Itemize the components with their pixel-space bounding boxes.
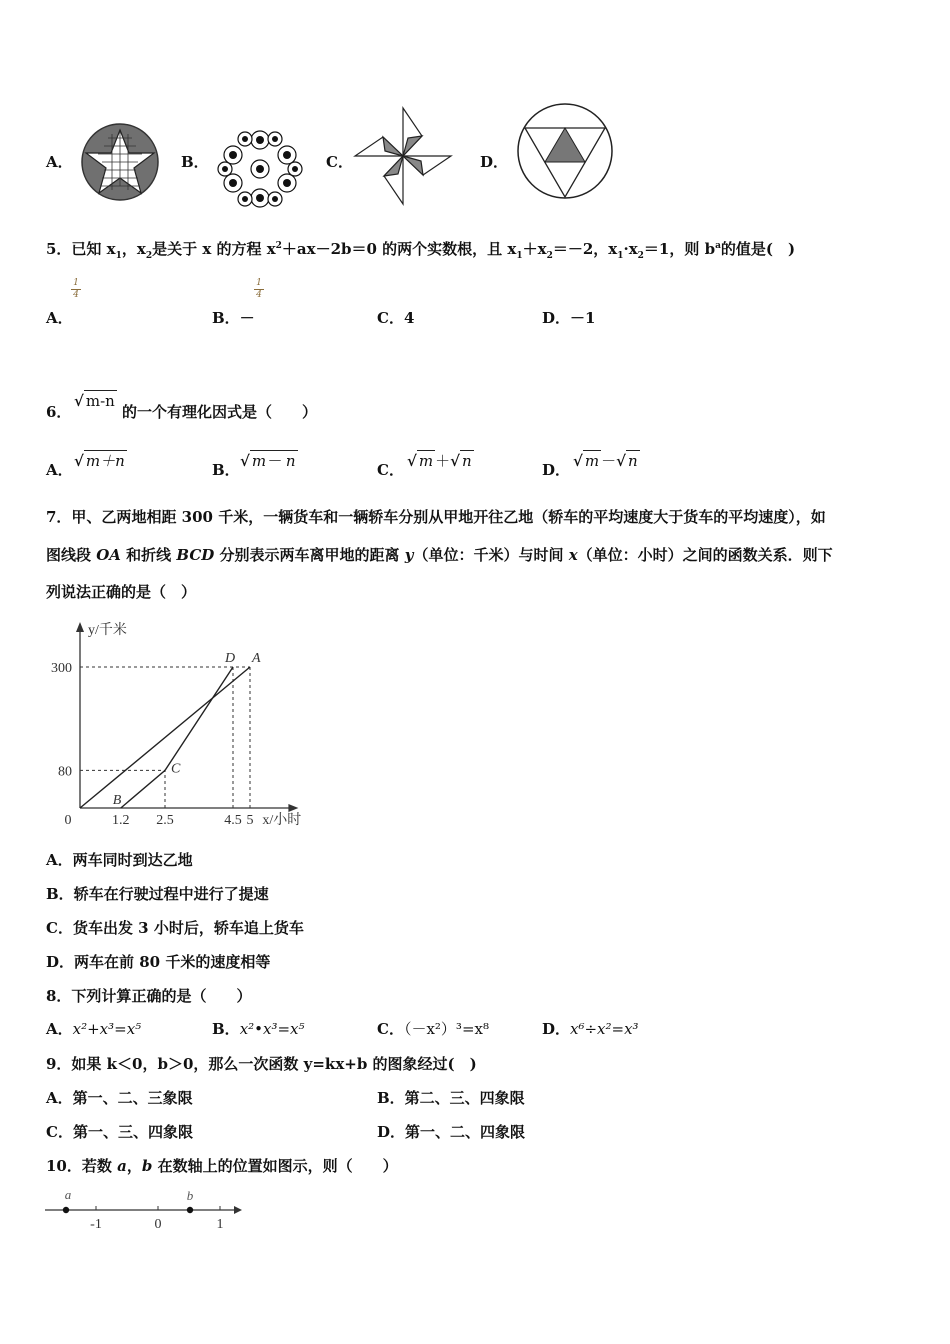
y-axis-label: y/千米: [88, 623, 127, 638]
q6-option-d-expr: √ m －√ n: [573, 452, 638, 470]
q5-option-c: C．4: [377, 309, 415, 327]
q6-option-b: B．: [212, 461, 240, 479]
q8-option-c: C．（－x²）³=x⁸: [377, 1020, 489, 1038]
x-tick-label-2: 4.5: [224, 813, 242, 828]
q9-option-c: C．第一、三、四象限: [46, 1123, 193, 1141]
point-label-D: D: [225, 651, 236, 666]
q5-option-b: B．－: [212, 309, 255, 327]
q7-stem-line1: 7．甲、乙两地相距 300 千米，一辆货车和一辆轿车分别从甲地开往乙地（轿车的平均速度大于货车的平均速度），如: [46, 508, 826, 526]
q9-option-b: B．第二、三、四象限: [377, 1089, 525, 1107]
q6-stem: 的一个有理化因式是（ ）: [122, 403, 318, 421]
q10-stem: 10．若数 a，b 在数轴上的位置如图示，则（ ）: [46, 1157, 398, 1175]
q5-option-d: D．－1: [542, 309, 596, 327]
q5-option-a: A．: [46, 309, 73, 327]
q6-radical: √ m-n: [74, 392, 115, 410]
origin-label: 0: [64, 813, 72, 828]
x-axis-label: x/小时: [262, 813, 302, 828]
point-b: [187, 1207, 193, 1213]
x-axis-arrow: [288, 804, 298, 812]
point-label-A: A: [252, 651, 261, 666]
point-label-C: C: [171, 761, 181, 777]
q9-option-a: A．第一、二、三象限: [46, 1089, 193, 1107]
point-label-B: B: [112, 793, 122, 808]
q8-option-a: A．x²+x³=x⁵: [46, 1020, 142, 1038]
x-tick-label-0: 1.2: [112, 813, 130, 828]
x-tick-label-1: 2.5: [156, 813, 174, 828]
q6-option-d: D．: [542, 461, 571, 479]
pinwheel-figure: [350, 106, 456, 206]
y-tick-label-1: 300: [51, 661, 72, 676]
q8-stem: 8．下列计算正确的是（ ）: [46, 987, 252, 1005]
q5-stem: 5．已知 $x_1$，$x_2$是关于 x 的方程 $x^2+ax-2b=0$ 的两个实数根，且 $x_1+x_2=-2$，$x_1\cdot x_2=1$，则 $b^a$的值是( ): [46, 240, 796, 261]
point-a-label: a: [64, 1187, 72, 1202]
q5-option-b-fraction: $\frac{1}{4}$: [254, 278, 264, 300]
number-line-arrow: [234, 1206, 242, 1214]
tick-label-one: 1: [216, 1217, 224, 1232]
x-tick-label-3: 5: [246, 813, 254, 828]
q6-option-a-expr: √ m＋n: [74, 452, 125, 470]
q7-option-d: D．两车在前 80 千米的速度相等: [46, 953, 271, 971]
point-b-label: b: [186, 1188, 194, 1203]
q7-distance-time-chart: [40, 618, 320, 838]
q6-option-c: C．: [377, 461, 404, 479]
triangle-in-circle-figure: [516, 100, 614, 202]
q6-option-b-expr: √ m－ n: [240, 452, 296, 470]
q8-option-d: D．x⁶÷x²=x³: [542, 1020, 639, 1038]
q4-option-b-label: B．: [181, 153, 209, 171]
q9-stem: 9．如果 k＜0，b＞0，那么一次函数 y=kx+b 的图象经过( ): [46, 1055, 477, 1073]
point-a: [63, 1207, 69, 1213]
chart-point-labels: [113, 651, 261, 808]
star-in-circle-figure: [78, 122, 164, 204]
q10-number-line: [40, 1186, 250, 1236]
q7-option-c: C．货车出发 3 小时后，轿车追上货车: [46, 919, 304, 937]
q6-option-a: A．: [46, 461, 73, 479]
y-tick-label-0: 80: [58, 764, 72, 780]
q6-option-c-expr: √ m ＋√ n: [407, 452, 472, 470]
flower-pattern-figure: [217, 128, 303, 210]
series-line-BCD: [121, 667, 233, 808]
q7-option-b: B．轿车在行驶过程中进行了提速: [46, 885, 269, 903]
q7-stem-line2: 图线段 OA 和折线 BCD 分别表示两车离甲地的距离 y（单位：千米）与时间 x（单位：小时）之间的函数关系．则下: [46, 546, 833, 564]
q7-option-a: A．两车同时到达乙地: [46, 851, 193, 869]
q7-stem-line3: 列说法正确的是（ ）: [46, 583, 197, 601]
q4-option-d-label: D．: [480, 153, 509, 171]
series-line-OA: [80, 667, 250, 808]
q4-option-c-label: C．: [326, 153, 353, 171]
q8-option-b: B．x²•x³=x⁵: [212, 1020, 305, 1038]
q4-option-a-label: A．: [46, 153, 73, 171]
y-axis-arrow: [76, 622, 84, 632]
chart-series: [80, 667, 250, 808]
q5-option-a-fraction: $\frac{1}{4}$: [71, 278, 81, 300]
chart-tick-labels: [51, 621, 301, 828]
q6-number: 6．: [46, 403, 72, 421]
tick-label-minus-one: -1: [90, 1217, 102, 1232]
q9-option-d: D．第一、二、四象限: [377, 1123, 526, 1141]
tick-label-zero: 0: [154, 1217, 162, 1232]
